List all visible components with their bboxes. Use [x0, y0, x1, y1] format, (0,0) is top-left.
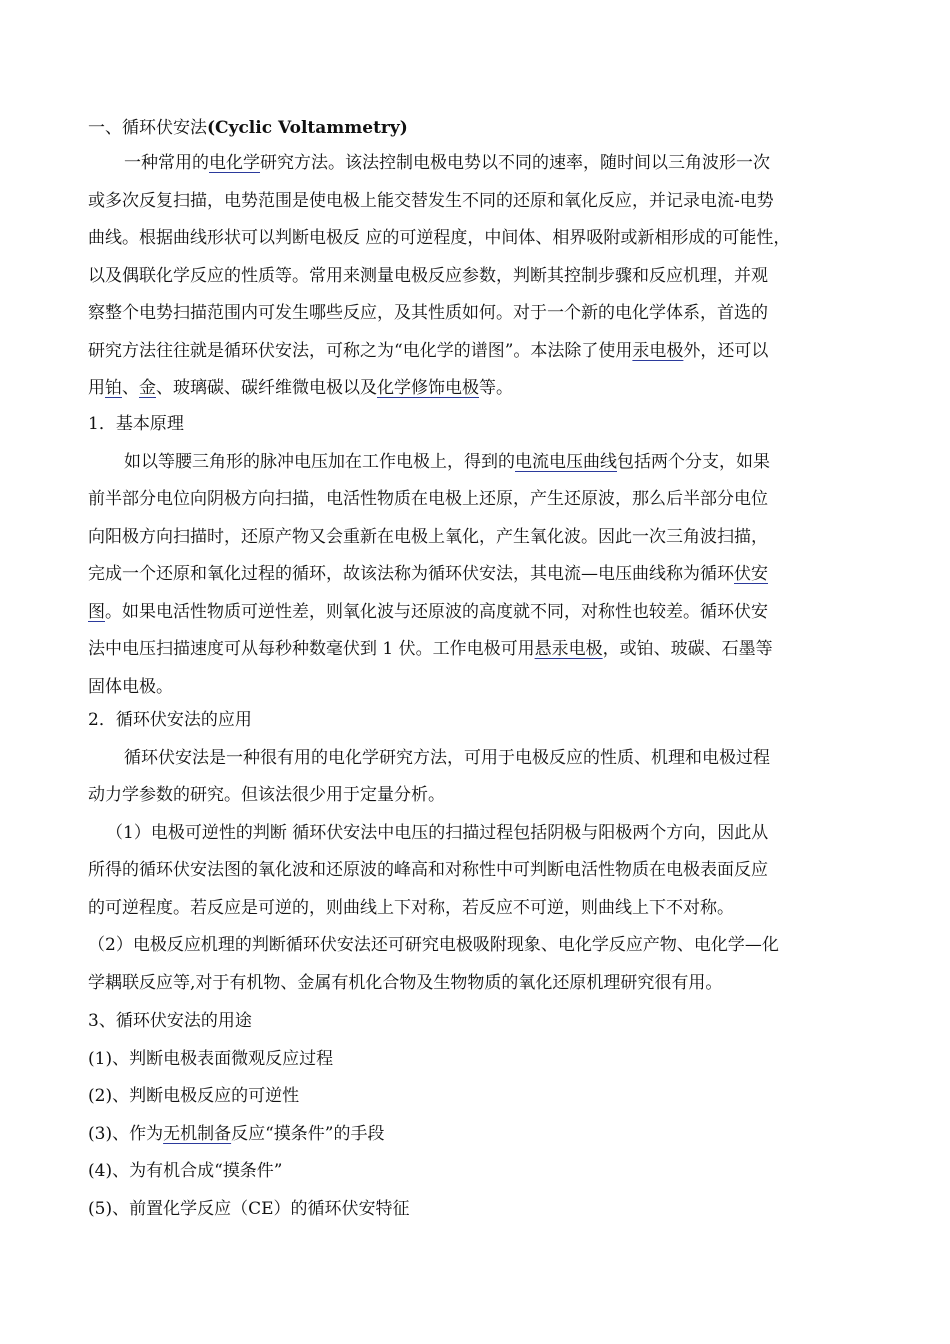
paragraph-line	[88, 370, 858, 408]
link-inorganic-preparation[interactable]: 无机制备	[163, 1123, 232, 1144]
text-span: 完成一个还原和氧化过程的循环，故该法称为循环伏安法，其电流—电压曲线称为循环	[88, 564, 734, 584]
paragraph-line	[88, 444, 858, 482]
list-item	[88, 1116, 858, 1154]
text-span: 包括两个分支，如果	[617, 451, 770, 472]
uses-heading: 3、循环伏安法的用途	[88, 1011, 252, 1031]
text-span: 研究方法往往就是循环伏安法，可称之为“电化学的谱图”。本法除了使用	[88, 340, 633, 361]
link-chemically-modified-electrode[interactable]: 化学修饰电极	[377, 378, 479, 398]
basic-principle-section	[88, 406, 858, 706]
uses-section	[88, 1003, 858, 1228]
text-span: 研究方法。该法控制电极电势以不同的速率，随时间以三角波形一次	[260, 153, 770, 173]
paragraph-line: 所得的循环伏安法图的氧化波和还原波的峰高和对称性中可判断电活性物质在电极表面反应	[88, 860, 768, 880]
application-section	[88, 702, 858, 1002]
text-span: ，或铂、玻碳、石墨等	[602, 639, 773, 659]
list-item: (5)、前置化学反应（CE）的循环伏安特征	[88, 1198, 410, 1219]
list-item: (4)、为有机合成“摸条件”	[88, 1161, 283, 1181]
basic-principle-heading: 1．基本原理	[88, 414, 184, 434]
text-span: 法中电压扫描速度可从每秒种数毫伏到 1 伏。工作电极可用	[88, 639, 535, 659]
paragraph-line: 固体电极。	[88, 676, 173, 697]
paragraph-line: 动力学参数的研究。但该法很少用于定量分析。	[88, 785, 445, 805]
link-mercury-electrode[interactable]: 汞电极	[632, 340, 684, 361]
application-heading: 2．循环伏安法的应用	[88, 710, 252, 730]
link-platinum[interactable]: 铂	[105, 378, 122, 398]
text-span: 外，还可以	[683, 340, 769, 361]
paragraph-line	[88, 145, 858, 183]
paragraph-line: 曲线。根据曲线形状可以判断电极反 应的可逆程度，中间体、相界吸附或新相形成的可能性，	[88, 228, 791, 248]
paragraph-line: 察整个电势扫描范围内可发生哪些反应，及其性质如何。对于一个新的电化学体系，首选的	[88, 303, 768, 323]
link-voltammogram-part1[interactable]: 伏安	[734, 564, 768, 584]
paragraph-line: 或多次反复扫描，电势范围是使电极上能交替发生不同的还原和氧化反应，并记录电流-电势	[88, 190, 774, 211]
link-hanging-mercury-electrode[interactable]: 悬汞电极	[534, 639, 603, 659]
link-gold[interactable]: 金	[139, 378, 156, 398]
text-span: 。如果电活性物质可逆性差，则氧化波与还原波的高度就不同，对称性也较差。循环伏安	[105, 601, 768, 622]
paragraph-line: 向阳极方向扫描时，还原产物又会重新在电极上氧化，产生氧化波。因此一次三角波扫描，	[88, 526, 768, 547]
text-span: (3)、作为	[88, 1123, 164, 1144]
list-item: (2)、判断电极反应的可逆性	[88, 1086, 300, 1106]
paragraph-line: 前半部分电位向阴极方向扫描，电活性物质在电极上还原，产生还原波，那么后半部分电位	[88, 489, 768, 509]
text-span: 等。	[479, 378, 513, 398]
section-1-heading-en: (Cyclic Voltammetry)	[207, 118, 408, 138]
text-span: 、玻璃碳、碳纤维微电极以及	[156, 378, 377, 398]
section-1-paragraph	[88, 145, 858, 408]
paragraph-line: （2）电极反应机理的判断循环伏安法还可研究电极吸附现象、电化学反应产物、电化学—化	[88, 935, 779, 955]
paragraph-line	[88, 594, 858, 632]
paragraph-line: 的可逆程度。若反应是可逆的，则曲线上下对称，若反应不可逆，则曲线上下不对称。	[88, 897, 734, 918]
text-span: 、	[122, 378, 139, 398]
section-1-heading	[88, 110, 858, 148]
paragraph-line	[88, 556, 858, 594]
link-voltammogram-part2[interactable]: 图	[88, 601, 105, 622]
text-span: 用	[88, 378, 105, 398]
text-span: 一种常用的	[124, 153, 209, 173]
paragraph-line	[88, 333, 858, 371]
section-1-heading-cn: 一、循环伏安法	[88, 118, 207, 138]
text-span: 反应“摸条件”的手段	[231, 1123, 385, 1144]
paragraph-line: 循环伏安法是一种很有用的电化学研究方法，可用于电极反应的性质、机理和电极过程	[124, 747, 770, 768]
list-item: (1)、判断电极表面微观反应过程	[88, 1048, 334, 1069]
paragraph-line: 以及偶联化学反应的性质等。常用来测量电极反应参数，判断其控制步骤和反应机理，并观	[88, 265, 768, 286]
text-span: 如以等腰三角形的脉冲电压加在工作电极上，得到的	[124, 451, 515, 472]
paragraph-line: 学耦联反应等,对于有机物、金属有机化合物及生物物质的氧化还原机理研究很有用。	[88, 972, 723, 993]
link-current-voltage-curve[interactable]: 电流电压曲线	[515, 451, 617, 472]
paragraph-line: （1）电极可逆性的判断 循环伏安法中电压的扫描过程包括阴极与阳极两个方向，因此从	[106, 822, 769, 843]
paragraph-line	[88, 631, 858, 669]
link-electrochemistry[interactable]: 电化学	[209, 153, 260, 173]
